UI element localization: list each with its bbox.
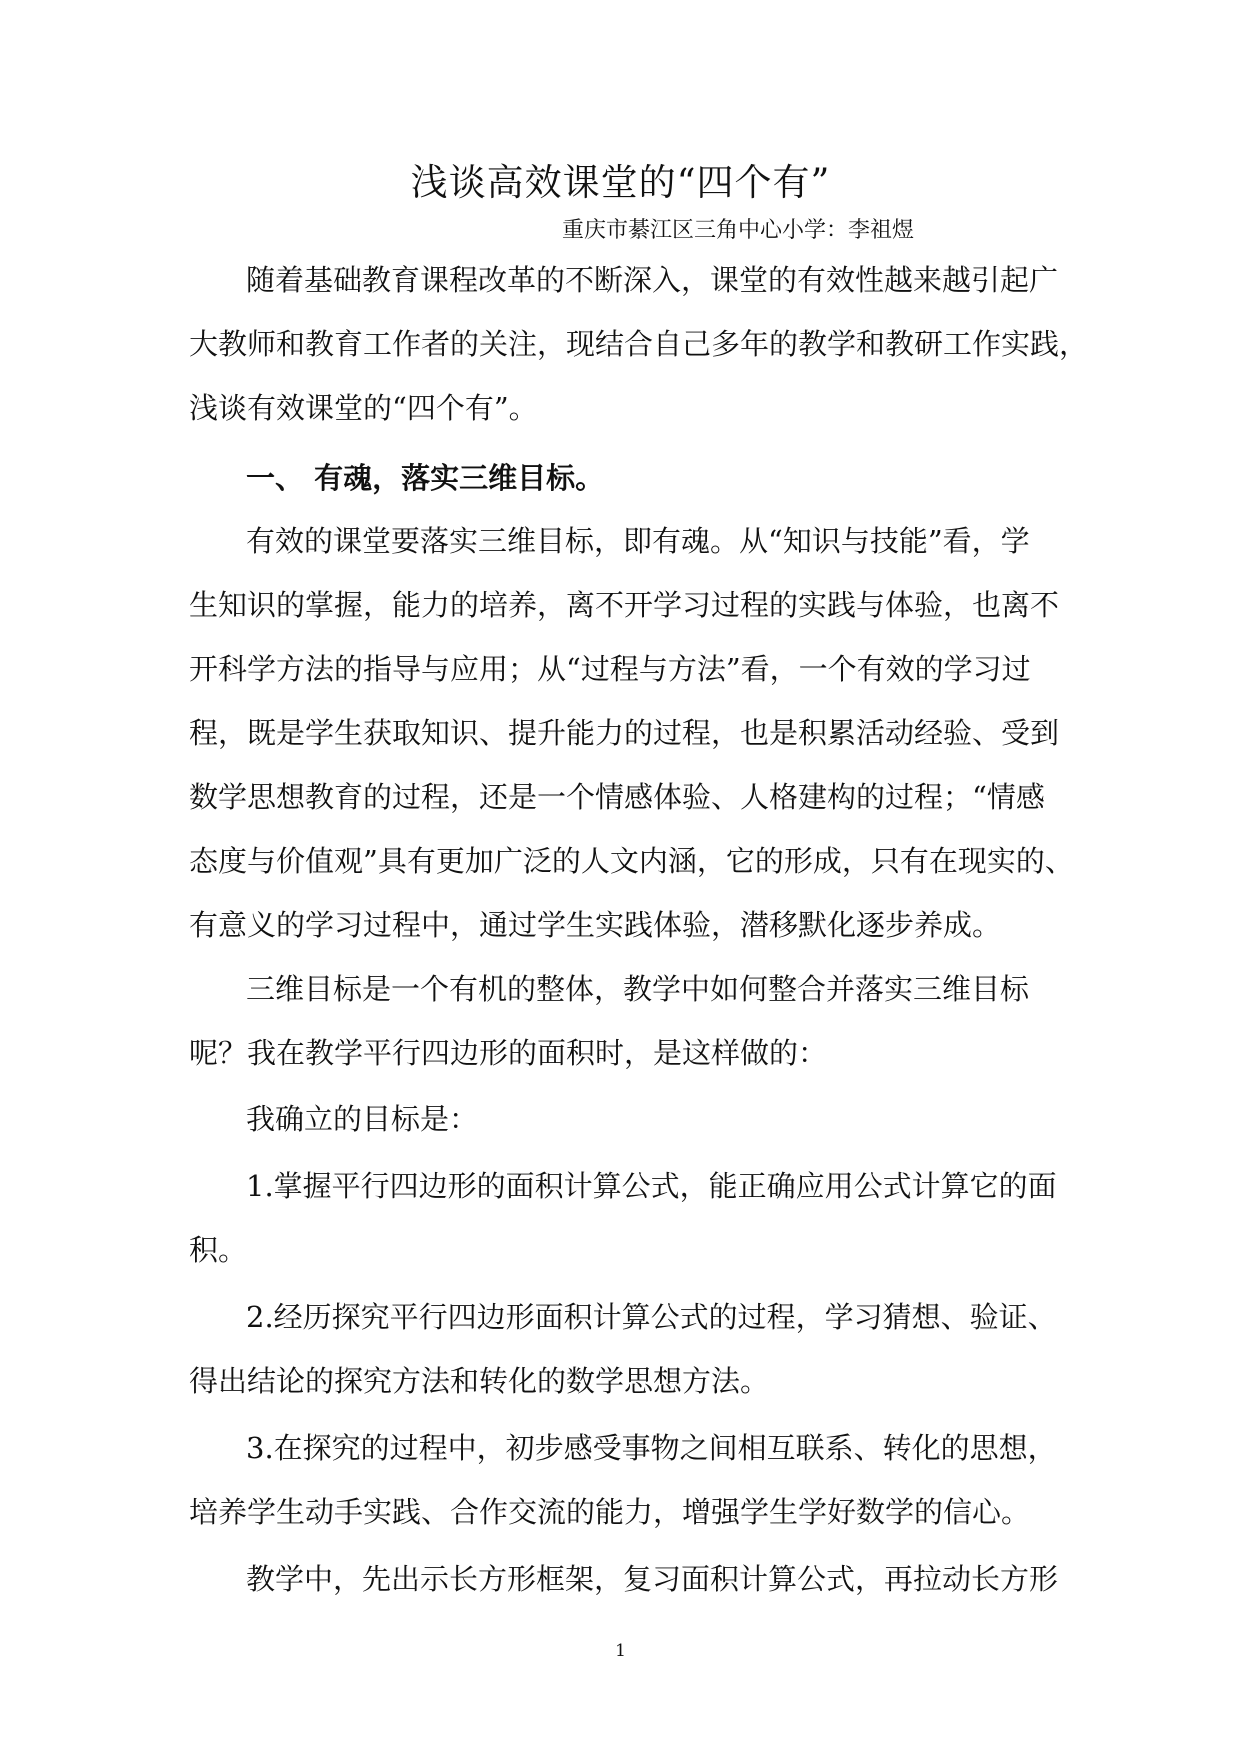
paragraph-line: 我确立的目标是： (246, 1102, 479, 1136)
paragraph-line: 态度与价值观”具有更加广泛的人文内涵，它的形成，只有在现实的、 (189, 844, 1074, 878)
list-item-line: 得出结论的探究方法和转化的数学思想方法。 (189, 1364, 770, 1398)
paragraph-line: 程，既是学生获取知识、提升能力的过程，也是积累活动经验、受到 (189, 716, 1060, 750)
paragraph-line: 呢？我在教学平行四边形的面积时，是这样做的： (189, 1036, 828, 1070)
paragraph-line: 开科学方法的指导与应用；从“过程与方法”看，一个有效的学习过 (189, 652, 1031, 686)
section-heading: 一、 有魂，落实三维目标。 (246, 461, 605, 495)
paragraph-line: 三维目标是一个有机的整体，教学中如何整合并落实三维目标 (246, 972, 1030, 1006)
paragraph-line: 有效的课堂要落实三维目标，即有魂。从“知识与技能”看，学 (246, 524, 1030, 558)
author-line: 重庆市綦江区三角中心小学：李祖煜 (562, 218, 915, 243)
document-title: 浅谈高效课堂的“四个有” (410, 161, 831, 204)
paragraph-line: 生知识的掌握，能力的培养，离不开学习过程的实践与体验，也离不 (189, 588, 1060, 622)
paragraph-line: 数学思想教育的过程，还是一个情感体验、人格建构的过程；“情感 (189, 780, 1045, 814)
paragraph-line: 随着基础教育课程改革的不断深入，课堂的有效性越来越引起广 (246, 263, 1059, 297)
paragraph-line: 有意义的学习过程中，通过学生实践体验，潜移默化逐步养成。 (189, 908, 1002, 942)
list-item-line: 1.掌握平行四边形的面积计算公式，能正确应用公式计算它的面 (246, 1169, 1057, 1203)
paragraph-line: 大教师和教育工作者的关注，现结合自己多年的教学和教研工作实践， (189, 327, 1089, 361)
list-item-line: 积。 (189, 1233, 248, 1267)
paragraph-line: 教学中，先出示长方形框架，复习面积计算公式，再拉动长方形 (246, 1562, 1059, 1596)
paragraph-line: 浅谈有效课堂的“四个有”。 (189, 391, 538, 425)
list-item-line: 3.在探究的过程中，初步感受事物之间相互联系、转化的思想， (246, 1431, 1057, 1465)
list-item-line: 2.经历探究平行四边形面积计算公式的过程，学习猜想、验证、 (246, 1300, 1057, 1334)
page-number: 1 (615, 1641, 626, 1661)
list-item-line: 培养学生动手实践、合作交流的能力，增强学生学好数学的信心。 (189, 1495, 1031, 1529)
